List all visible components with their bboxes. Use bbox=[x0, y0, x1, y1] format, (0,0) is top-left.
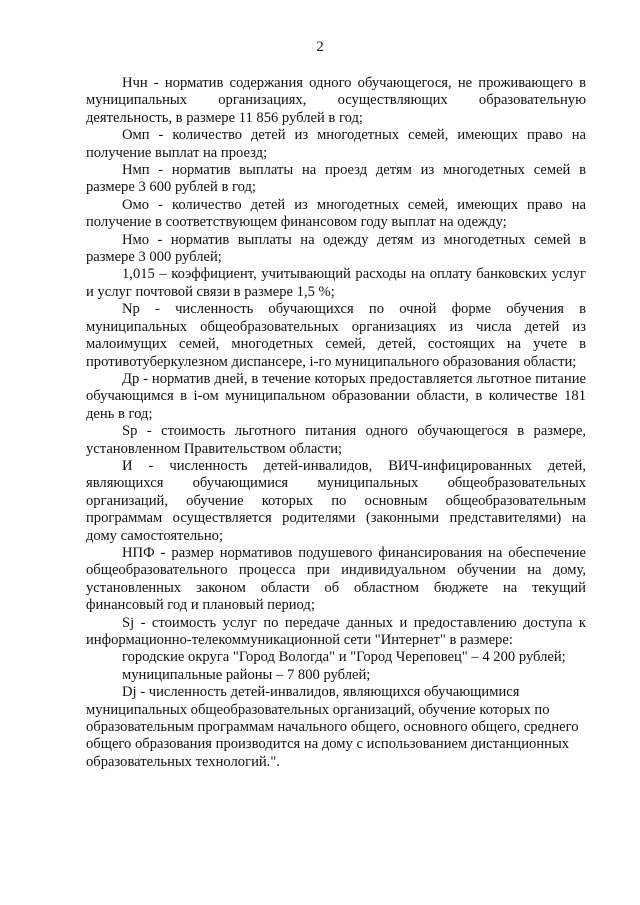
document-body bbox=[86, 75, 586, 771]
paragraph-i: И - численность детей-инвалидов, ВИЧ-инфицированных детей, являющихся обучающимися муниципальных общеобразовательных организаций, обучение которых по основным общеобразовательным программам осуществляется родителями (законными представителями) на дому самостоятельно; bbox=[86, 457, 586, 544]
paragraph-dr: Др - норматив дней, в течение которых предоставляется льготное питание обучающимся в i-ом муниципальном образовании области, в количестве 181 день в год; bbox=[86, 370, 586, 422]
paragraph-omo: Омо - количество детей из многодетных семей, имеющих право на получение в соответствующем финансовом году выплат на одежду; bbox=[86, 196, 586, 231]
paragraph-city-districts: городские округа "Город Вологда" и "Город Череповец" – 4 200 рублей; bbox=[122, 649, 566, 666]
paragraph-nchn: Нчн - норматив содержания одного обучающегося, не проживающего в муниципальных организациях, осуществляющих образовательную деятельность, в размере 11 856 рублей в год; bbox=[86, 75, 586, 126]
paragraph-omp: Омп - количество детей из многодетных семей, имеющих право на получение выплат на проезд; bbox=[86, 127, 586, 161]
paragraph-dj: Dj - численность детей-инвалидов, являющихся обучающимися муниципальных общеобразовательных организаций, обучение которых по образовательным программам начального общего, основного общего, среднего общего образования производится на дому с использованием дистанционных образовательных технологий.". bbox=[86, 684, 579, 770]
paragraph-coefficient: 1,015 – коэффициент, учитывающий расходы на оплату банковских услуг и услуг почтовой связи в размере 1,5 %; bbox=[86, 266, 586, 300]
paragraph-np: Np - численность обучающихся по очной форме обучения в муниципальных общеобразовательных организациях из числа детей из малоимущих семей, многодетных семей, детей, состоящих на учете в противотуберкулезном диспансере, i-го муниципального образования области; bbox=[86, 301, 586, 370]
paragraph-sp: Sp - стоимость льготного питания одного обучающегося в размере, установленном Правительством области; bbox=[86, 423, 586, 457]
paragraph-nmo: Нмо - норматив выплаты на одежду детям из многодетных семей в размере 3 000 рублей; bbox=[86, 231, 586, 266]
paragraph-nmp: Нмп - норматив выплаты на проезд детям из многодетных семей в размере 3 600 рублей в год; bbox=[86, 162, 586, 196]
paragraph-npf: НПФ - размер нормативов подушевого финансирования на обеспечение общеобразовательного процесса при индивидуальном обучении на дому, установленных законом области об областном бюджете на текущий финансовый год и плановый период; bbox=[86, 544, 586, 614]
page-number: 2 bbox=[316, 39, 324, 55]
paragraph-sj: Sj - стоимость услуг по передаче данных и предоставлению доступа к информационно-телекоммуникационной сети "Интернет" в размере: bbox=[86, 614, 586, 648]
paragraph-municipal-districts: муниципальные районы – 7 800 рублей; bbox=[122, 666, 371, 683]
